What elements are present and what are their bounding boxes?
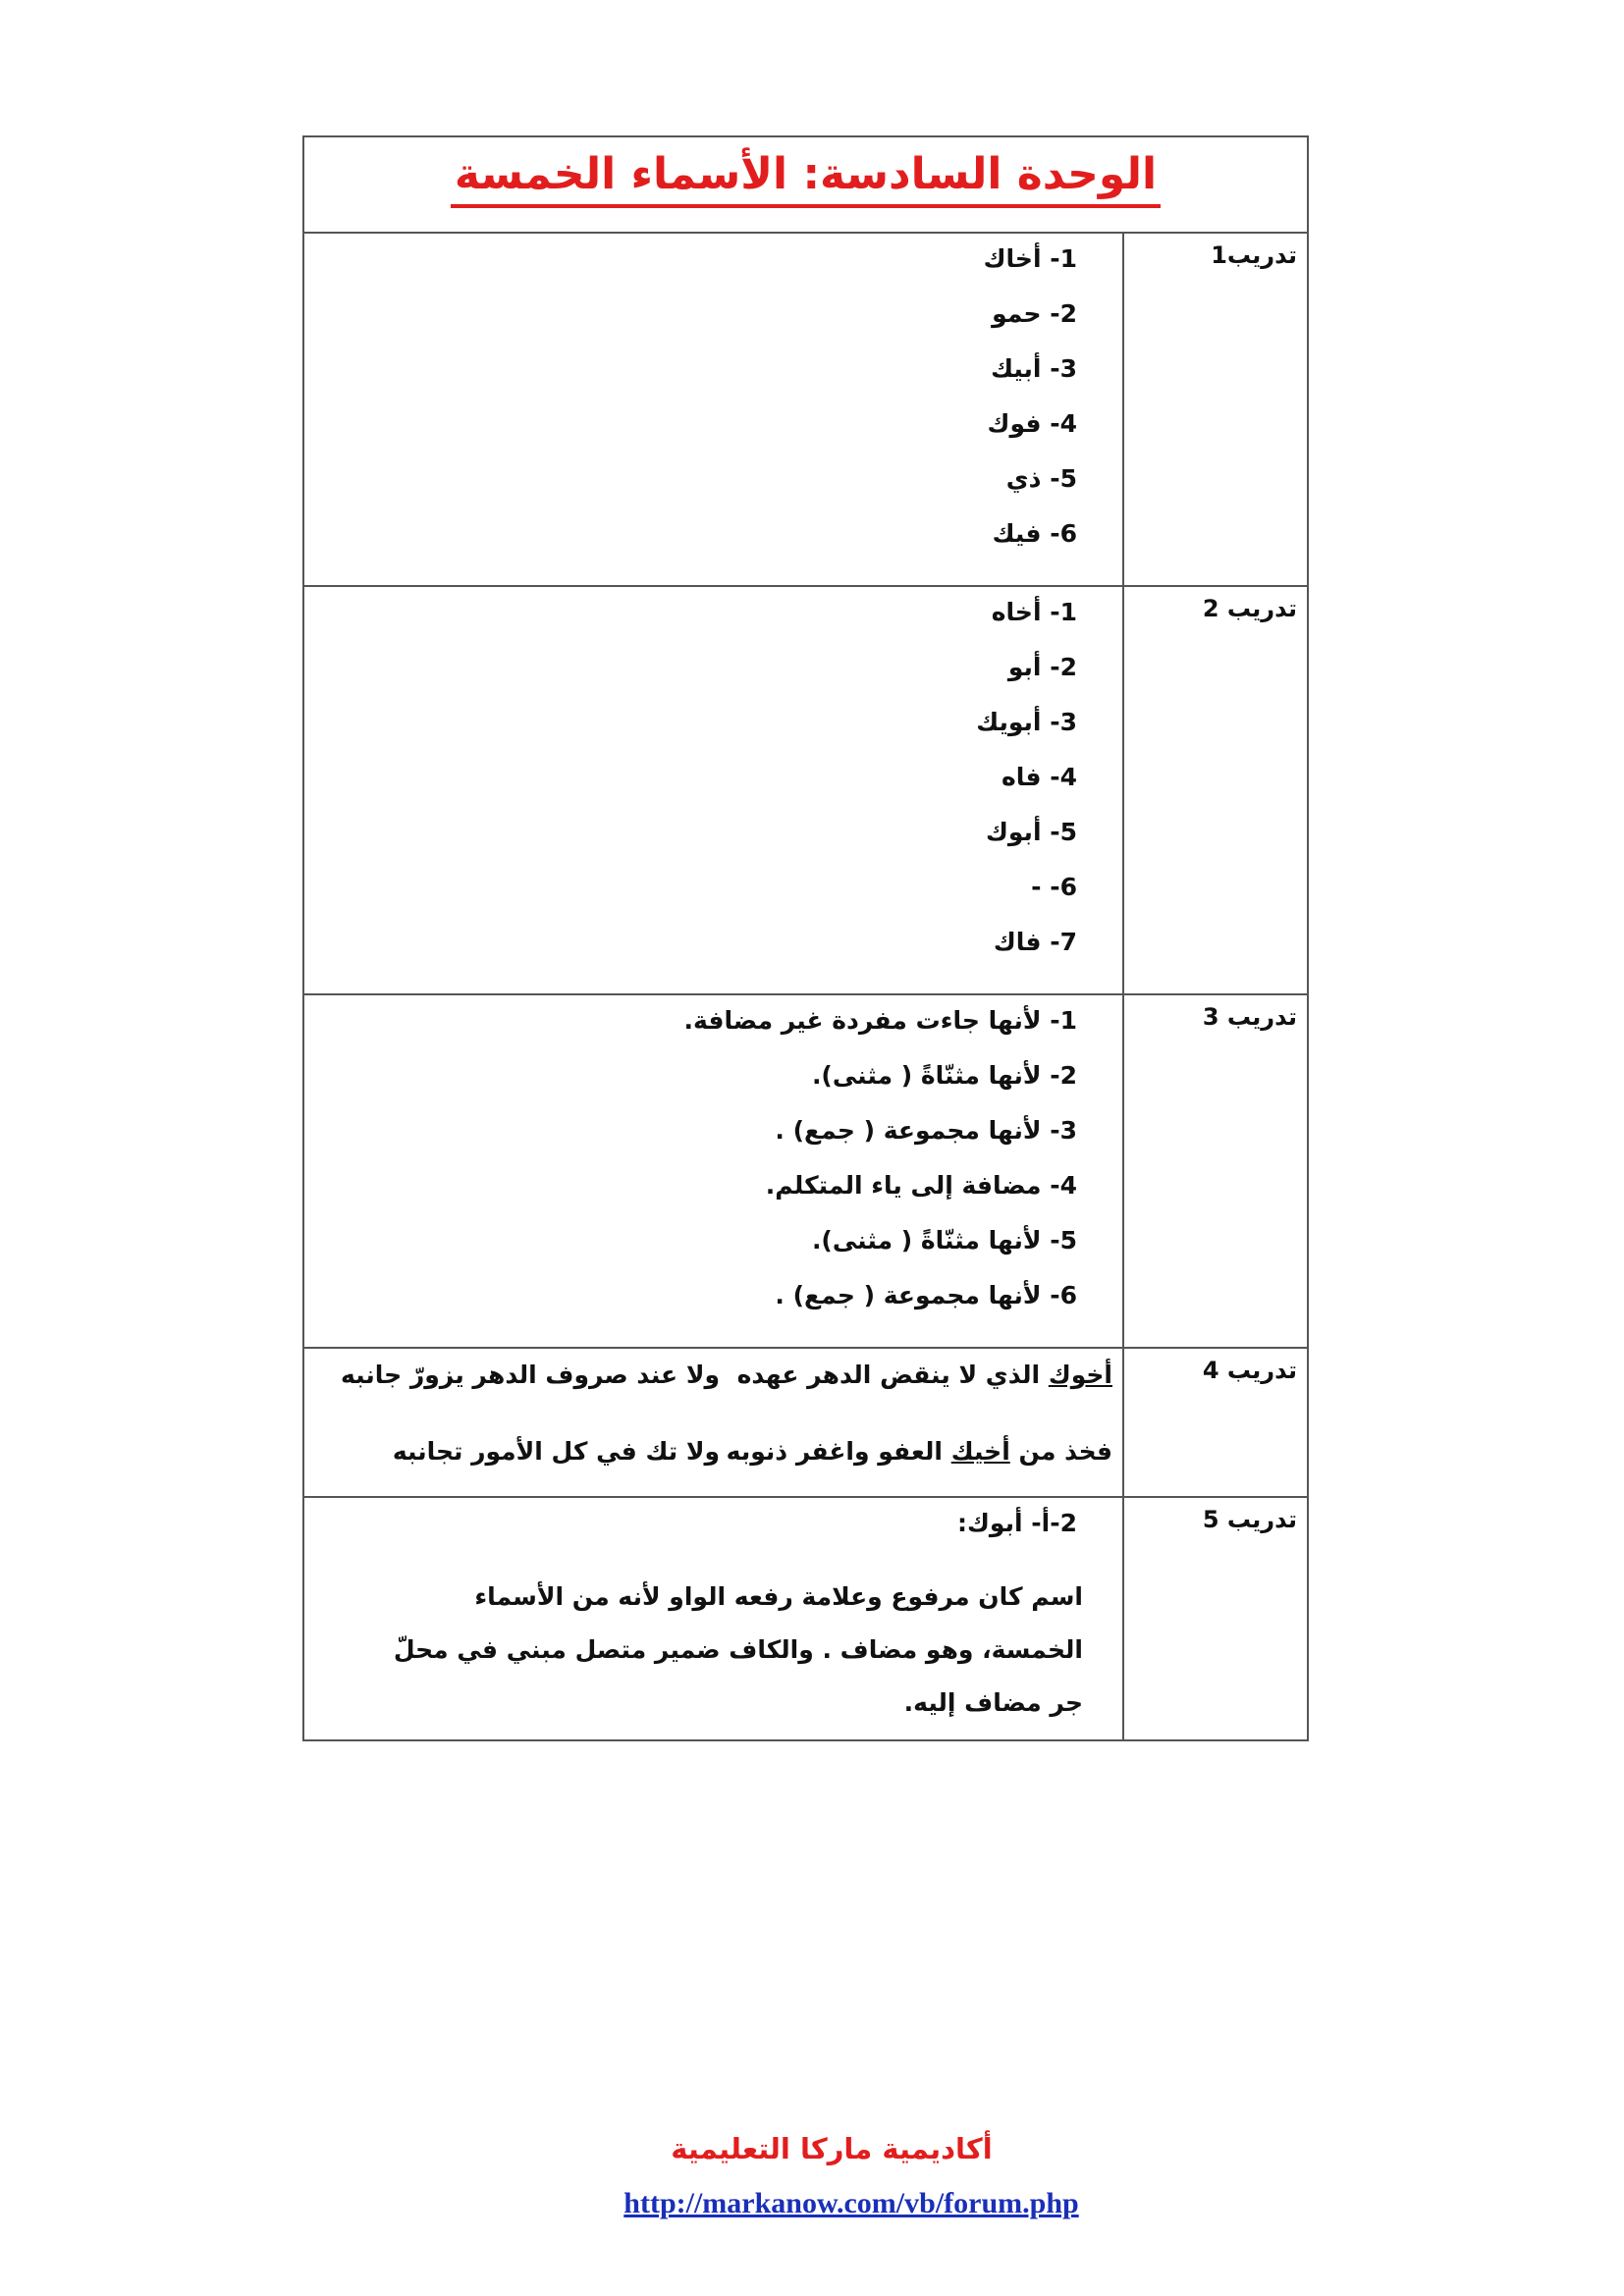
exercise-content-cell [303,233,1123,586]
answer-line: 7- فاك [993,928,1077,956]
page-title: الوحدة السادسة: الأسماء الخمسة [451,145,1161,208]
answer-line: 2- لأنها مثنّاةً ( مثنى). [811,1061,1077,1090]
answer-line: 4- فوك [987,409,1077,438]
exercise-label-cell [1123,586,1308,994]
verse-second-hemistich: ولا تك في كل الأمور تجانبه [392,1437,720,1466]
answer-line: 2- أبو [1007,653,1077,681]
answer-line: 6- - [1031,873,1077,901]
answer-line: 2- حمو [992,299,1077,328]
exercise-label: تدريب 5 [1202,1506,1297,1533]
exercise-row-5 [303,1497,1308,1740]
exercise-label-cell [1123,1497,1308,1740]
exercise-row-4 [303,1348,1308,1497]
exercise-content-cell [303,1348,1123,1497]
exercise-content-cell [303,586,1123,994]
answer-line: 6- فيك [992,519,1077,548]
answer-line: 3- لأنها مجموعة ( جمع) . [775,1116,1077,1145]
answer-line: 3- أبويك [976,708,1077,736]
exercise-row-3 [303,994,1308,1348]
underlined-word: أخوك [1048,1361,1112,1389]
exercise-content-cell [303,994,1123,1348]
answer-line: 4- فاه [1001,763,1077,791]
exercise-row-2 [303,586,1308,994]
exercise-label-cell [1123,1348,1308,1497]
footer-link[interactable]: http://markanow.com/vb/forum.php [623,2187,1079,2219]
poem-verse-1 [320,1353,1112,1429]
exercise-row-1 [303,233,1308,586]
hemistich-text: الذي لا ينقض الدهر عهده [736,1361,1049,1389]
exercise-content-cell [303,1497,1123,1740]
answer-line: 6- لأنها مجموعة ( جمع) . [775,1281,1077,1309]
exercise-label: تدريب 2 [1202,595,1297,622]
answer-line: 5- لأنها مثنّاةً ( مثنى). [811,1226,1077,1255]
underlined-word: أخيك [950,1437,1010,1466]
title-cell [303,136,1308,233]
verse-first-hemistich [720,1353,1112,1429]
exercise-label-cell [1123,233,1308,586]
hemistich-text: العفو واغفر ذنوبه [726,1437,951,1466]
answer-paragraph: اسم كان مرفوع وعلامة رفعه الواو لأنه من الأسماء الخمسة، وهو مضاف . والكاف ضمير متصل مبني في محلّ جر مضاف إليه. [393,1582,1083,1717]
exercise-label: تدريب 4 [1202,1357,1297,1384]
exercise-label-cell [1123,994,1308,1348]
answers-table [302,135,1309,1741]
poem-verse-2 [320,1429,1112,1506]
exercise-label: تدريب 3 [1202,1003,1297,1031]
answer-line: 1- أخاه [991,598,1077,626]
title-row [303,136,1308,233]
answer-line: 5- أبوك [985,818,1077,846]
verse-second-hemistich: ولا عند صروف الدهر يزورّ جانبه [341,1361,720,1389]
answer-line: 1- أخاك [983,244,1077,273]
hemistich-text: فخذ من [1009,1437,1112,1466]
verse-first-hemistich [720,1429,1112,1506]
exercise-label: تدريب1 [1211,241,1297,269]
answer-line: 5- ذي [1005,464,1077,493]
answer-line: 4- مضافة إلى ياء المتكلم. [765,1171,1077,1200]
answer-heading: 2-أ- أبوك: [957,1509,1077,1537]
footer-academy-name: أكاديمية ماركا التعليمية [671,2132,993,2165]
answer-line: 1- لأنها جاءت مفردة غير مضافة. [683,1006,1077,1035]
answer-line: 3- أبيك [991,354,1077,383]
